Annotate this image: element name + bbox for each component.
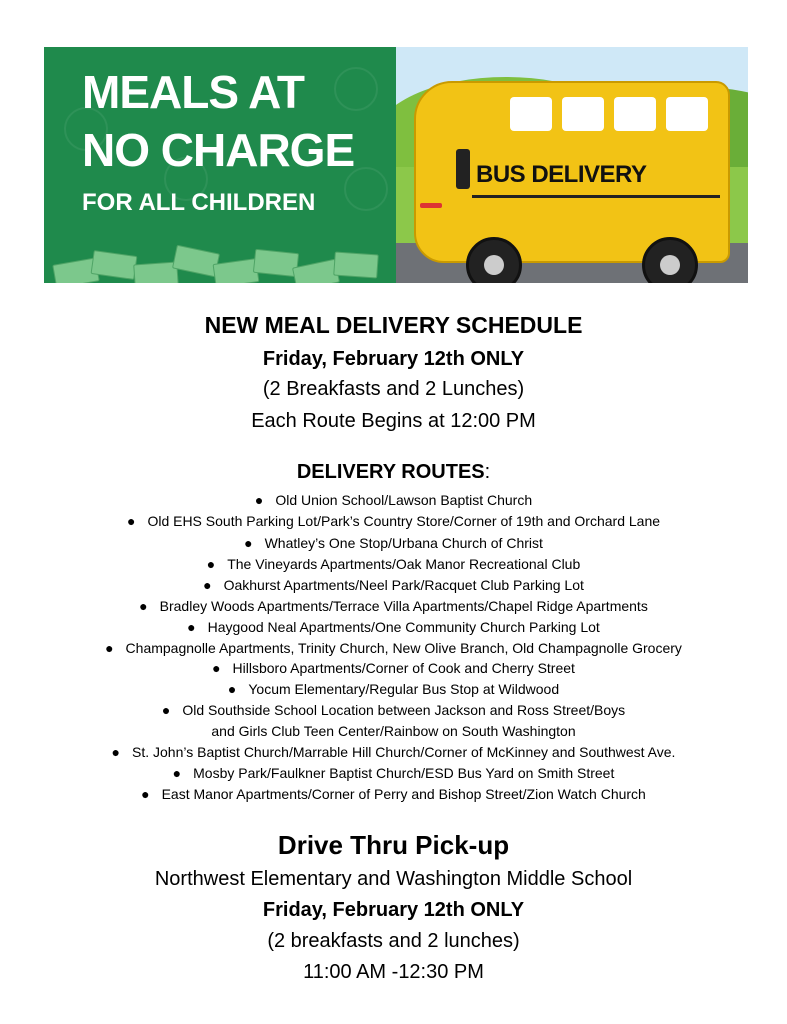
list-item: ● Hillsboro Apartments/Corner of Cook and Cherry Street bbox=[212, 660, 575, 676]
banner-title-line3: FOR ALL CHILDREN bbox=[82, 189, 316, 216]
drive-thru-heading: Drive Thru Pick-up bbox=[277, 830, 510, 860]
list-item: ● Bradley Woods Apartments/Terrace Villa Apartments/Chapel Ridge Apartments bbox=[139, 598, 648, 614]
money-pile-decoration bbox=[44, 239, 396, 283]
list-item: ● Old EHS South Parking Lot/Park’s Country Store/Corner of 19th and Orchard Lane bbox=[126, 513, 661, 529]
bus-delivery-label: BUS DELIVERY bbox=[476, 161, 647, 188]
bus-light-icon bbox=[420, 203, 442, 208]
list-item: ● The Vineyards Apartments/Oak Manor Recreational Club bbox=[206, 556, 581, 572]
schedule-start-time: Each Route Begins at 12:00 PM bbox=[251, 410, 536, 432]
schedule-heading: NEW MEAL DELIVERY SCHEDULE bbox=[204, 312, 583, 338]
list-item: ● Mosby Park/Faulkner Baptist Church/ESD Bus Yard on Smith Street bbox=[172, 765, 615, 781]
routes-heading-colon: : bbox=[484, 461, 491, 483]
list-item: ● Haygood Neal Apartments/One Community Church Parking Lot bbox=[187, 619, 600, 635]
bus-wheel-icon bbox=[466, 237, 522, 283]
list-item: ● Old Union School/Lawson Baptist Church bbox=[254, 492, 533, 508]
banner-green-panel bbox=[44, 47, 396, 283]
school-bus-illustration bbox=[414, 81, 730, 263]
drive-thru-meals: (2 breakfasts and 2 lunches) bbox=[267, 930, 520, 952]
schedule-meals: (2 Breakfasts and 2 Lunches) bbox=[262, 378, 525, 400]
banner-title-line2: NO CHARGE bbox=[82, 124, 355, 176]
drive-thru-time: 11:00 AM -12:30 PM bbox=[303, 961, 484, 983]
drive-thru-locations: Northwest Elementary and Washington Middle School bbox=[154, 868, 633, 890]
bus-wheel-icon bbox=[642, 237, 698, 283]
banner-image bbox=[44, 47, 748, 283]
banner-bus-panel bbox=[396, 47, 748, 283]
schedule-date: Friday, February 12th ONLY bbox=[262, 348, 525, 370]
list-item: ● Whatley’s One Stop/Urbana Church of Christ bbox=[244, 535, 543, 551]
drive-thru-date: Friday, February 12th ONLY bbox=[262, 899, 525, 921]
bus-mirror-icon bbox=[456, 149, 470, 189]
routes-heading bbox=[0, 461, 787, 484]
banner-title-line1: MEALS AT bbox=[82, 66, 304, 118]
list-item: ● St. John’s Baptist Church/Marrable Hill Church/Corner of McKinney and Southwest Ave. bbox=[111, 744, 676, 760]
list-item: ● Old Southside School Location between Jackson and Ross Street/Boys bbox=[161, 702, 626, 718]
list-item-continuation: and Girls Club Teen Center/Rainbow on South Washington bbox=[211, 723, 576, 739]
routes-heading-text: DELIVERY ROUTES bbox=[296, 461, 485, 483]
list-item: ● East Manor Apartments/Corner of Perry and Bishop Street/Zion Watch Church bbox=[141, 786, 646, 802]
list-item: ● Oakhurst Apartments/Neel Park/Racquet Club Parking Lot bbox=[203, 577, 584, 593]
list-item: ● Champagnolle Apartments, Trinity Church, New Olive Branch, Old Champagnolle Grocery bbox=[105, 640, 682, 656]
list-item: ● Yocum Elementary/Regular Bus Stop at Wildwood bbox=[227, 681, 560, 697]
